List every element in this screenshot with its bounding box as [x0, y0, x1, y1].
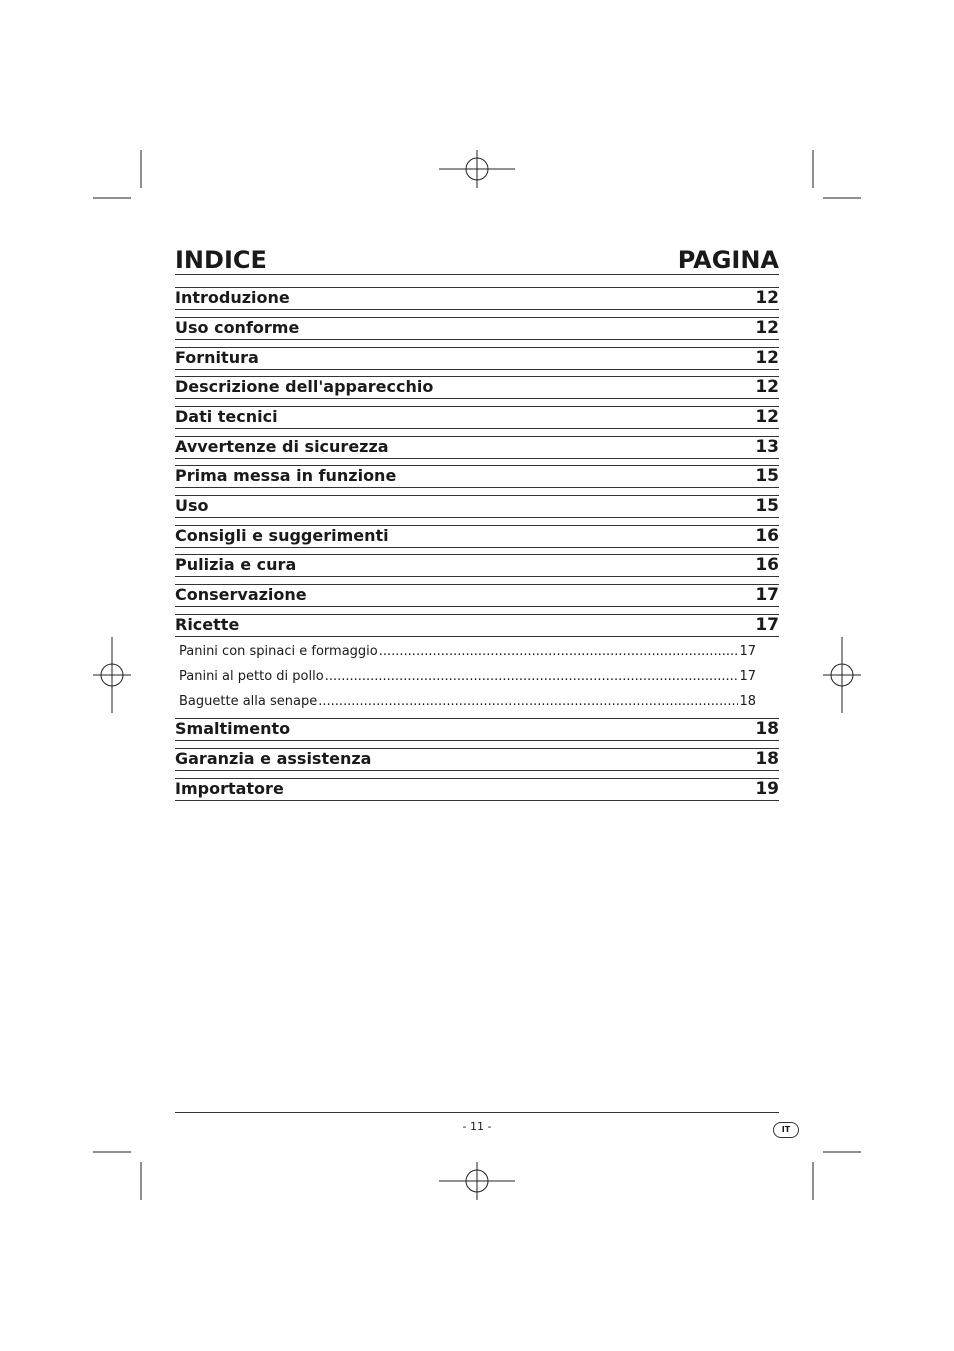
toc-entry-label: Consigli e suggerimenti: [175, 526, 389, 545]
toc-entry-label: Ricette: [175, 615, 240, 634]
toc-entry[interactable]: [175, 376, 779, 399]
toc-entry[interactable]: [175, 614, 779, 637]
toc-entry[interactable]: [175, 436, 779, 459]
toc-entry-page: 17: [755, 585, 779, 605]
page-number: - 11 -: [462, 1120, 492, 1133]
toc-entry-label: Uso: [175, 496, 209, 515]
toc-subentry-label: Panini con spinaci e formaggio: [179, 644, 378, 659]
toc-entry[interactable]: [175, 718, 779, 741]
toc-entry-page: 18: [755, 749, 779, 769]
toc-entry-label: Pulizia e cura: [175, 555, 297, 574]
toc-entry-page: 15: [755, 466, 779, 486]
heading-divider: [175, 274, 779, 275]
toc-entry[interactable]: [175, 465, 779, 488]
toc-subentry-page: 18: [739, 694, 756, 709]
toc-entry-page: 15: [755, 496, 779, 516]
toc-entry-label: Introduzione: [175, 288, 290, 307]
toc-entry-label: Fornitura: [175, 348, 259, 367]
toc-entry-page: 12: [755, 288, 779, 308]
toc-entry-label: Importatore: [175, 779, 284, 798]
toc-entry-page: 13: [755, 437, 779, 457]
leader-dots: [318, 694, 738, 709]
toc-entry-page: 12: [755, 348, 779, 368]
toc-subentry-page: 17: [739, 644, 756, 659]
toc-entry[interactable]: [175, 748, 779, 771]
toc-page-label: PAGINA: [677, 246, 779, 274]
language-badge: IT: [773, 1122, 799, 1138]
toc-entry-label: Descrizione dell'apparecchio: [175, 377, 434, 396]
toc-entry-page: 16: [755, 526, 779, 546]
toc-entry-label: Uso conforme: [175, 318, 300, 337]
toc-entry-page: 18: [755, 719, 779, 739]
toc-entry[interactable]: [175, 554, 779, 577]
leader-dots: [379, 644, 739, 659]
toc-subentry[interactable]: [179, 643, 756, 659]
toc-entry[interactable]: [175, 778, 779, 801]
toc-subentry-page: 17: [739, 669, 756, 684]
toc-entry-page: 12: [755, 318, 779, 338]
toc-entry-label: Dati tecnici: [175, 407, 278, 426]
toc-entry-page: 16: [755, 555, 779, 575]
toc-entry[interactable]: [175, 584, 779, 607]
toc-entry-label: Garanzia e assistenza: [175, 749, 372, 768]
toc-subentry[interactable]: [179, 693, 756, 709]
toc-subentry[interactable]: [179, 668, 756, 684]
toc-entry[interactable]: [175, 287, 779, 310]
toc-entry-label: Conservazione: [175, 585, 307, 604]
toc-entry[interactable]: [175, 317, 779, 340]
toc-entry-page: 12: [755, 407, 779, 427]
toc-entry[interactable]: [175, 347, 779, 370]
toc-entry-label: Avvertenze di sicurezza: [175, 437, 389, 456]
leader-dots: [325, 669, 739, 684]
toc-entry-label: Prima messa in funzione: [175, 466, 397, 485]
toc-entry[interactable]: [175, 406, 779, 429]
toc-entry-page: 17: [755, 615, 779, 635]
toc-heading: [175, 244, 779, 274]
toc-subentry-label: Panini al petto di pollo: [179, 669, 324, 684]
toc-entry[interactable]: [175, 525, 779, 548]
toc-entry-label: Smaltimento: [175, 719, 291, 738]
toc-entry-page: 19: [755, 779, 779, 799]
toc-subentry-label: Baguette alla senape: [179, 694, 318, 709]
toc-entry-page: 12: [755, 377, 779, 397]
toc-entry[interactable]: [175, 495, 779, 518]
toc-title: INDICE: [175, 246, 267, 274]
footer-divider: [175, 1112, 779, 1113]
